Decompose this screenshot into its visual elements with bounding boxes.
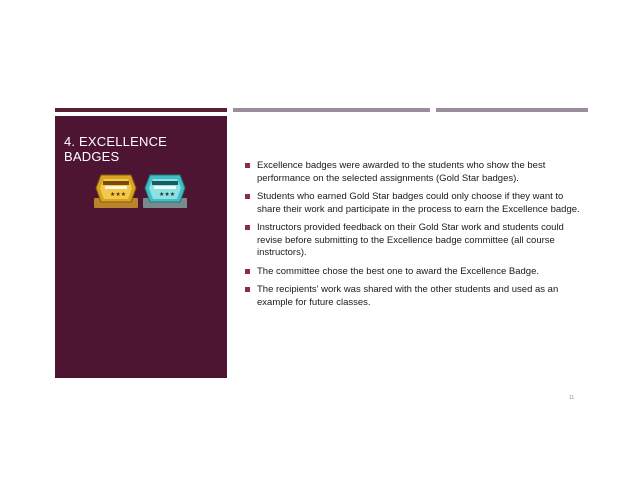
bullet-marker-icon — [245, 269, 250, 274]
bullet-marker-icon — [245, 225, 250, 230]
list-item-text: The committee chose the best one to award the Excellence Badge. — [257, 265, 539, 277]
title-panel — [55, 116, 227, 378]
bullet-list — [245, 160, 585, 315]
slide-title: 4. EXCELLENCE BADGES — [64, 134, 168, 164]
list-item — [245, 160, 585, 185]
bullet-marker-icon — [245, 287, 250, 292]
bullet-marker-icon — [245, 194, 250, 199]
teal-badge-icon — [142, 172, 188, 212]
list-item — [245, 266, 585, 279]
list-item-text: Students who earned Gold Star badges could only choose if they want to share their work and participate in the process to earn the Excellence badge. — [257, 191, 580, 215]
list-item — [245, 191, 585, 216]
title-rule — [55, 108, 227, 112]
svg-text:★★★: ★★★ — [159, 191, 176, 198]
page-number: 11 — [569, 395, 575, 401]
list-item-text: The recipients' work was shared with the other students and used as an example for future classes. — [257, 284, 559, 308]
list-item — [245, 284, 585, 309]
bullet-marker-icon — [245, 163, 250, 168]
list-item-text: Instructors provided feedback on their Gold Star work and students could revise before submitting to the Excellence badge committee (all course instructors). — [257, 222, 564, 258]
svg-text:★★★: ★★★ — [110, 191, 127, 198]
gold-badge-icon — [93, 172, 139, 212]
list-item — [245, 222, 585, 260]
divider-rule-middle — [233, 108, 430, 112]
list-item-text: Excellence badges were awarded to the students who show the best performance on the selected assignments (Gold Star badges). — [257, 160, 546, 184]
divider-rule-right — [436, 108, 588, 112]
